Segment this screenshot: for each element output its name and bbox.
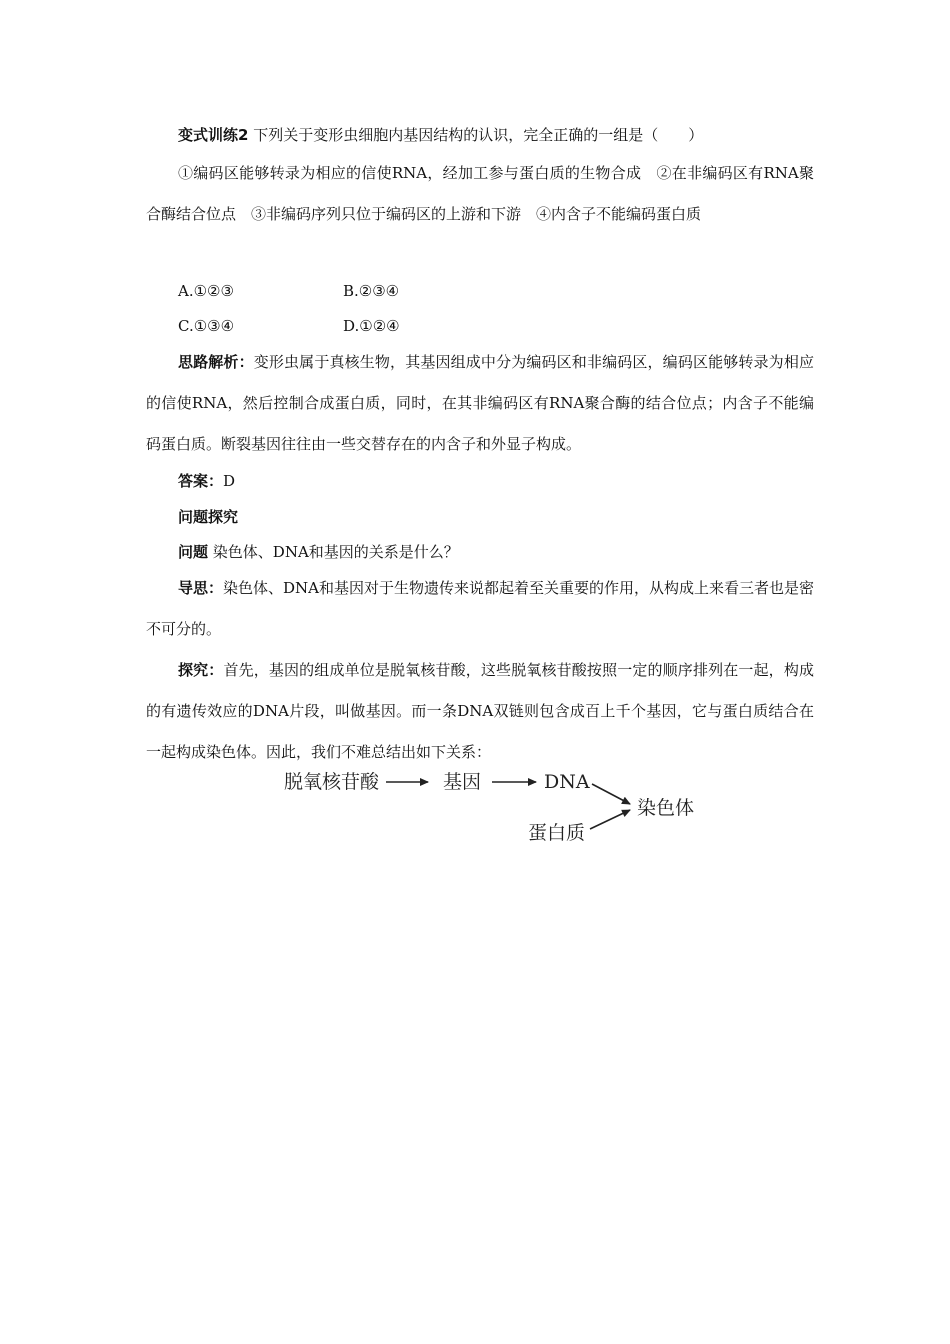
- explore-text: 首先，基因的组成单位是脱氧核苷酸，这些脱氧核苷酸按照一定的顺序排列在一起，构成的有遗传效应的DNA片段，叫做基因。而一条DNA双链则包含成百上千个基因，它与蛋白质结合在一起构成染色体。因此，我们不难总结出如下关系：: [146, 661, 814, 761]
- explore-label: 探究：: [178, 661, 224, 679]
- analysis-text: 变形虫属于真核生物，其基因组成中分为编码区和非编码区，编码区能够转录为相应的信使RNA，然后控制合成蛋白质，同时，在其非编码区有RNA聚合酶的结合位点；内含子不能编码蛋白质。断裂基因往往由一些交替存在的内含子和外显子构成。: [146, 353, 814, 453]
- question-stem: 下列关于变形虫细胞内基因结构的认识，完全正确的一组是（ ）: [253, 126, 704, 144]
- option-c: C.①③④: [178, 317, 235, 335]
- answer-line: [178, 474, 235, 489]
- guide-text: 染色体、DNA和基因对于生物遗传来说都起着至关重要的作用，从构成上来看三者也是密不可分的。: [146, 579, 815, 638]
- question-statements: ①编码区能够转录为相应的信使RNA，经加工参与蛋白质的生物合成 ②在非编码区有RNA聚合酶结合位点 ③非编码序列只位于编码区的上游和下游 ④内含子不能编码蛋白质: [146, 164, 814, 223]
- option-a: A.①②③: [178, 282, 234, 300]
- section-title: 问题探究: [178, 508, 239, 526]
- option-d: D.①②④: [343, 317, 400, 335]
- node-chromosome: 染色体: [637, 797, 695, 819]
- analysis-paragraph: [146, 342, 814, 465]
- problem-label: 问题: [178, 543, 209, 561]
- analysis-label: 思路解析：: [178, 353, 254, 371]
- question-stem-line: [178, 128, 703, 143]
- guide-paragraph: [146, 568, 814, 650]
- answer-value: D: [223, 472, 236, 490]
- answer-label: 答案：: [178, 472, 224, 490]
- node-nucleotide: 脱氧核苷酸: [284, 771, 380, 793]
- option-b: B.②③④: [343, 282, 400, 300]
- node-dna: DNA: [544, 771, 590, 793]
- explore-paragraph: [146, 650, 814, 773]
- node-gene: 基因: [443, 771, 482, 793]
- guide-label: 导思：: [178, 579, 224, 597]
- arrow-protein-chromosome: [590, 810, 630, 829]
- node-protein: 蛋白质: [528, 822, 586, 844]
- problem-text: 染色体、DNA和基因的关系是什么？: [212, 543, 459, 561]
- question-label: 变式训练2: [178, 126, 249, 144]
- relationship-diagram: [270, 762, 710, 852]
- arrow-dna-chromosome: [592, 784, 630, 804]
- problem-line: [178, 545, 459, 560]
